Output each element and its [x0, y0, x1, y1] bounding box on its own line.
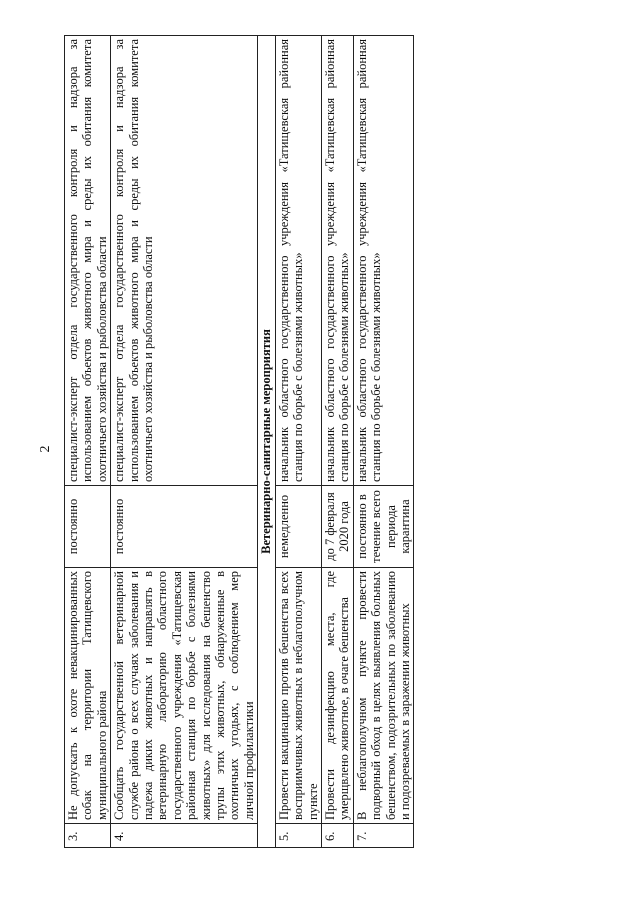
row-responsible: специалист-эксперт отдела государственного контроля и надзора за использованием объектов животного мира и среды их обитания комитета охотничьего хозяйства и рыболовства области	[65, 36, 111, 486]
section-row	[258, 36, 275, 848]
row-action: Сообщать государственной ветеринарной службе района о всех случаях заболевания и падежа диких животных и направлять в ветеринарную лабораторию областного государственного учреждения «Татищевская районная станция по борьбе с болезнями животных» для исследования на бешенство трупы этих животных, обнаруженные в охотничьих угодьях, с соблюдением мер личной профилактики	[111, 568, 258, 824]
row-number: 3.	[65, 824, 111, 848]
row-action: Не допускать к охоте невакцинированных собак на территории Татищевского муниципального района	[65, 568, 111, 824]
row-number: 5.	[275, 824, 321, 848]
row-term: до 7 февраля 2020 года	[321, 486, 353, 568]
row-term: постоянно	[65, 486, 111, 568]
row-number: 7.	[353, 824, 414, 848]
rotated-table-container	[64, 36, 460, 848]
row-responsible: начальник областного государственного учреждения «Татищевская районная станция по борьбе с болезнями животных»	[275, 36, 321, 486]
section-title: Ветеринарно-санитарные мероприятия	[258, 36, 275, 848]
row-number: 4.	[111, 824, 258, 848]
row-number: 6.	[321, 824, 353, 848]
measures-table	[64, 35, 414, 848]
table-row	[275, 36, 321, 848]
row-responsible: начальник областного государственного учреждения «Татищевская районная станция по борьбе с болезнями животных»	[353, 36, 414, 486]
table-row	[321, 36, 353, 848]
table-row	[65, 36, 111, 848]
row-responsible: специалист-эксперт отдела государственного контроля и надзора за использованием объектов животного мира и среды их обитания комитета охотничьего хозяйства и рыболовства области	[111, 36, 258, 486]
page-number: 2	[38, 445, 53, 453]
row-term: постоянно в течение всего периода карантина	[353, 486, 414, 568]
row-term: постоянно	[111, 486, 258, 568]
row-responsible: начальник областного государственного учреждения «Татищевская районная станция по борьбе с болезнями животных»	[321, 36, 353, 486]
row-term: немедленно	[275, 486, 321, 568]
row-action: Провести вакцинацию против бешенства всех восприимчивых животных в неблагополучном пункте	[275, 568, 321, 824]
table-row	[353, 36, 414, 848]
row-action: Провести дезинфекцию места, где умерщвлено животное, в очаге бешенства	[321, 568, 353, 824]
row-action: В неблагополучном пункте провести подворный обход в целях выявления больных бешенством, подозрительных по заболеванию и подозреваемых в заражении животных	[353, 568, 414, 824]
table-row	[111, 36, 258, 848]
